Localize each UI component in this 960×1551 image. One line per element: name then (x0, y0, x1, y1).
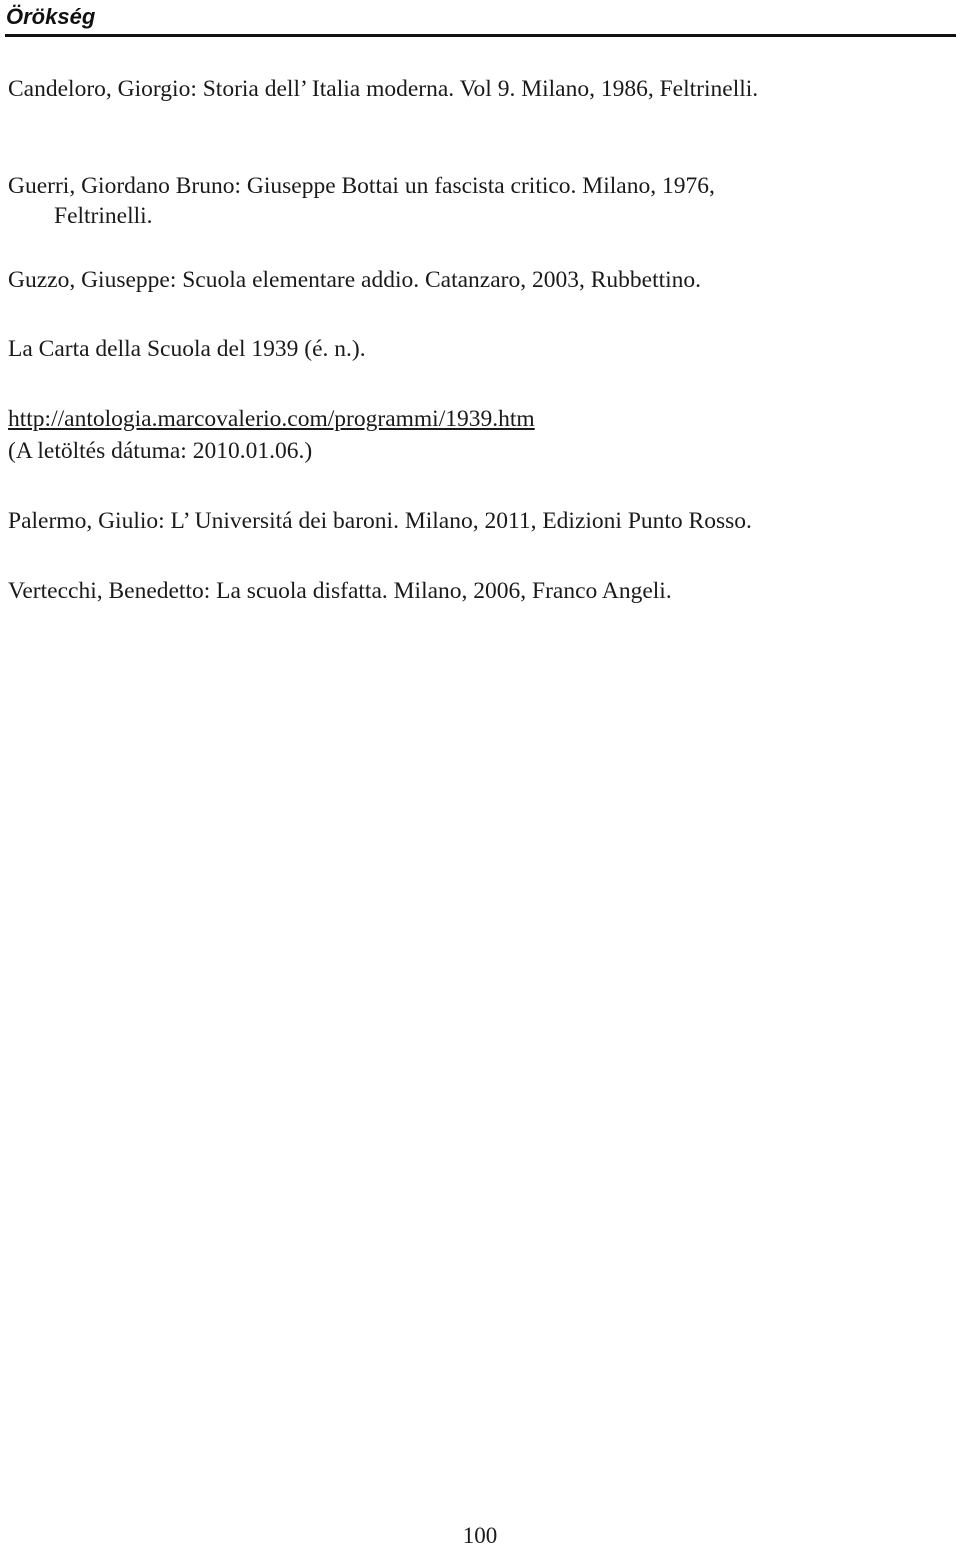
bibliography-note-download-date: (A letöltés dátuma: 2010.01.06.) (8, 438, 313, 464)
bibliography-entry-guzzo: Guzzo, Giuseppe: Scuola elementare addio. Catanzaro, 2003, Rubbettino. (8, 267, 702, 293)
page-header-title: Örökség (6, 4, 96, 29)
bibliography-entry-guerri-line2: Feltrinelli. (54, 203, 153, 229)
page-number: 100 (462, 1523, 498, 1548)
header-divider (5, 34, 956, 37)
bibliography-link-carta[interactable]: http://antologia.marcovalerio.com/programmi/1939.htm (8, 406, 535, 432)
bibliography-entry-vertecchi: Vertecchi, Benedetto: La scuola disfatta. Milano, 2006, Franco Angeli. (8, 578, 672, 604)
bibliography-entry-guerri-line1: Guerri, Giordano Bruno: Giuseppe Bottai un fascista critico. Milano, 1976, (8, 173, 715, 199)
bibliography-entry-palermo: Palermo, Giulio: L’ Universitá dei baroni. Milano, 2011, Edizioni Punto Rosso. (8, 508, 752, 534)
bibliography-entry-guerri (8, 171, 953, 231)
bibliography-entry-candeloro: Candeloro, Giorgio: Storia dell’ Italia moderna. Vol 9. Milano, 1986, Feltrinelli. (8, 76, 759, 102)
bibliography-entry-carta: La Carta della Scuola del 1939 (é. n.). (8, 336, 366, 362)
